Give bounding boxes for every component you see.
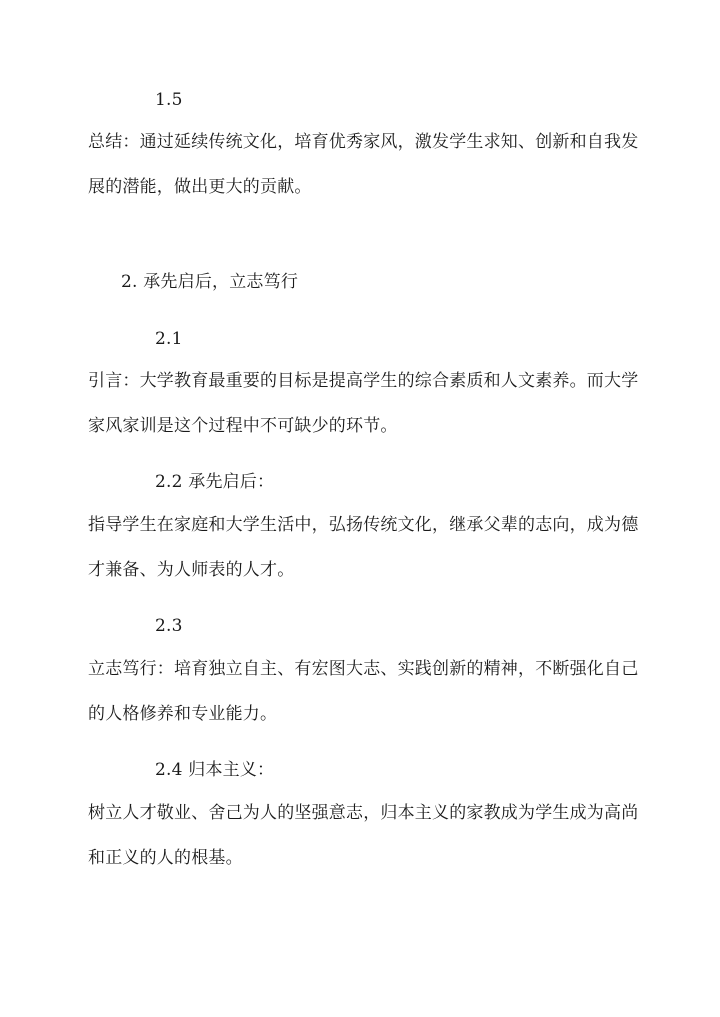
resolve-paragraph-line-2: 的人格修养和专业能力。 xyxy=(88,704,278,724)
root-paragraph-line-1: 树立人才敬业、舍己为人的坚强意志，归本主义的家教成为学生成为高尚 xyxy=(88,803,639,823)
intro-paragraph-line-1: 引言：大学教育最重要的目标是提高学生的综合素质和人文素养。而大学 xyxy=(88,371,639,391)
summary-paragraph-line-1: 总结：通过延续传统文化，培育优秀家风，激发学生求知、创新和自我发 xyxy=(88,132,639,152)
section-heading-2-2: 2.2 承先启后： xyxy=(155,472,275,492)
section-heading-2: 2. 承先启后，立志笃行 xyxy=(121,272,299,292)
guidance-paragraph-line-1: 指导学生在家庭和大学生活中，弘扬传统文化，继承父辈的志向，成为德 xyxy=(88,515,639,535)
section-number-2-1: 2.1 xyxy=(155,329,183,349)
section-number-1-5: 1.5 xyxy=(155,90,183,110)
intro-paragraph-line-2: 家风家训是这个过程中不可缺少的环节。 xyxy=(88,416,398,436)
section-heading-2-4: 2.4 归本主义： xyxy=(155,760,275,780)
summary-paragraph-line-2: 展的潜能，做出更大的贡献。 xyxy=(88,177,312,197)
guidance-paragraph-line-2: 才兼备、为人师表的人才。 xyxy=(88,560,295,580)
resolve-paragraph-line-1: 立志笃行：培育独立自主、有宏图大志、实践创新的精神，不断强化自己 xyxy=(88,659,639,679)
root-paragraph-line-2: 和正义的人的根基。 xyxy=(88,848,243,868)
section-number-2-3: 2.3 xyxy=(155,616,183,636)
